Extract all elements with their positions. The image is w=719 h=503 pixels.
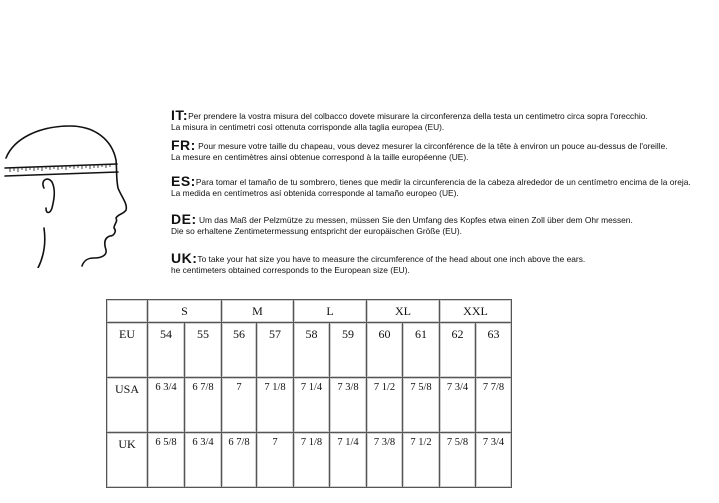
size-cell: 7 1/8 bbox=[257, 378, 294, 433]
size-header: M bbox=[222, 300, 294, 323]
instruction-uk bbox=[171, 250, 586, 276]
row-label: USA bbox=[107, 378, 148, 433]
size-header: S bbox=[148, 300, 222, 323]
size-cell: 56 bbox=[222, 323, 257, 378]
row-label: EU bbox=[107, 323, 148, 378]
size-cell: 6 7/8 bbox=[185, 378, 222, 433]
lang-code: IT: bbox=[171, 107, 189, 123]
size-cell: 7 3/4 bbox=[476, 433, 512, 488]
size-cell: 7 1/2 bbox=[403, 433, 440, 488]
size-cell: 7 5/8 bbox=[440, 433, 476, 488]
instruction-line: Para tomar el tamaño de tu sombrero, tienes que medir la circunferencia de la cabeza alrededor de un centímetro encima de la oreja. bbox=[195, 177, 691, 187]
instruction-fr bbox=[171, 137, 668, 163]
row-label: UK bbox=[107, 433, 148, 488]
size-cell: 60 bbox=[367, 323, 403, 378]
table-row-eu bbox=[107, 323, 512, 378]
size-cell: 62 bbox=[440, 323, 476, 378]
size-cell: 6 5/8 bbox=[148, 433, 185, 488]
size-header-row bbox=[107, 300, 512, 323]
corner-cell bbox=[107, 300, 148, 323]
instruction-line: Um das Maß der Pelzmütze zu messen, müssen Sie den Umfang des Kopfes etwa einen Zoll über dem Ohr messen. bbox=[198, 215, 633, 225]
size-cell: 6 3/4 bbox=[185, 433, 222, 488]
head-measurement-illustration bbox=[0, 118, 135, 268]
table-row-usa bbox=[107, 378, 512, 433]
lang-code: ES: bbox=[171, 173, 196, 189]
size-cell: 7 3/8 bbox=[367, 433, 403, 488]
size-cell: 7 1/2 bbox=[367, 378, 403, 433]
size-cell: 6 3/4 bbox=[148, 378, 185, 433]
size-header: XXL bbox=[440, 300, 512, 323]
instruction-line: Pour mesure votre taille du chapeau, vous devez mesurer la circonférence de la tête à environ un pouce au-dessus de l'oreille. bbox=[198, 141, 668, 151]
size-cell: 7 1/4 bbox=[330, 433, 367, 488]
instruction-line: Per prendere la vostra misura del colbacco dovete misurare la circonferenza della testa un centimetro circa sopra l'orecchio. bbox=[188, 111, 648, 121]
size-cell: 7 3/8 bbox=[330, 378, 367, 433]
size-cell: 59 bbox=[330, 323, 367, 378]
size-cell: 55 bbox=[185, 323, 222, 378]
size-header: L bbox=[294, 300, 367, 323]
instruction-line: To take your hat size you have to measure the circumference of the head about one inch above the ears. bbox=[197, 254, 586, 264]
lang-code: FR: bbox=[171, 137, 196, 153]
instruction-line: La medida en centímetros así obtenida corresponde al tamaño europeo (UE). bbox=[171, 188, 459, 198]
size-cell: 63 bbox=[476, 323, 512, 378]
size-cell: 58 bbox=[294, 323, 330, 378]
size-cell: 7 7/8 bbox=[476, 378, 512, 433]
size-cell: 61 bbox=[403, 323, 440, 378]
instruction-de bbox=[171, 211, 633, 237]
instruction-line: he centimeters obtained corresponds to the European size (EU). bbox=[171, 265, 410, 275]
size-header: XL bbox=[367, 300, 440, 323]
lang-code: DE: bbox=[171, 211, 197, 227]
size-cell: 54 bbox=[148, 323, 185, 378]
size-cell: 7 5/8 bbox=[403, 378, 440, 433]
instruction-line: La misura in centimetri così ottenuta corrisponde alla taglia europea (EU). bbox=[171, 122, 445, 132]
instruction-it bbox=[171, 107, 648, 133]
size-conversion-table bbox=[106, 299, 512, 488]
size-cell: 7 bbox=[222, 378, 257, 433]
size-cell: 7 1/4 bbox=[294, 378, 330, 433]
table-row-uk bbox=[107, 433, 512, 488]
size-cell: 7 bbox=[257, 433, 294, 488]
size-cell: 57 bbox=[257, 323, 294, 378]
size-cell: 7 3/4 bbox=[440, 378, 476, 433]
size-cell: 7 1/8 bbox=[294, 433, 330, 488]
lang-code: UK: bbox=[171, 250, 198, 266]
instruction-line: Die so erhaltene Zentimetermessung entspricht der europäischen Größe (EU). bbox=[171, 226, 462, 236]
instruction-line: La mesure en centimètres ainsi obtenue correspond à la taille européenne (UE). bbox=[171, 152, 469, 162]
instruction-es bbox=[171, 173, 691, 199]
size-cell: 6 7/8 bbox=[222, 433, 257, 488]
